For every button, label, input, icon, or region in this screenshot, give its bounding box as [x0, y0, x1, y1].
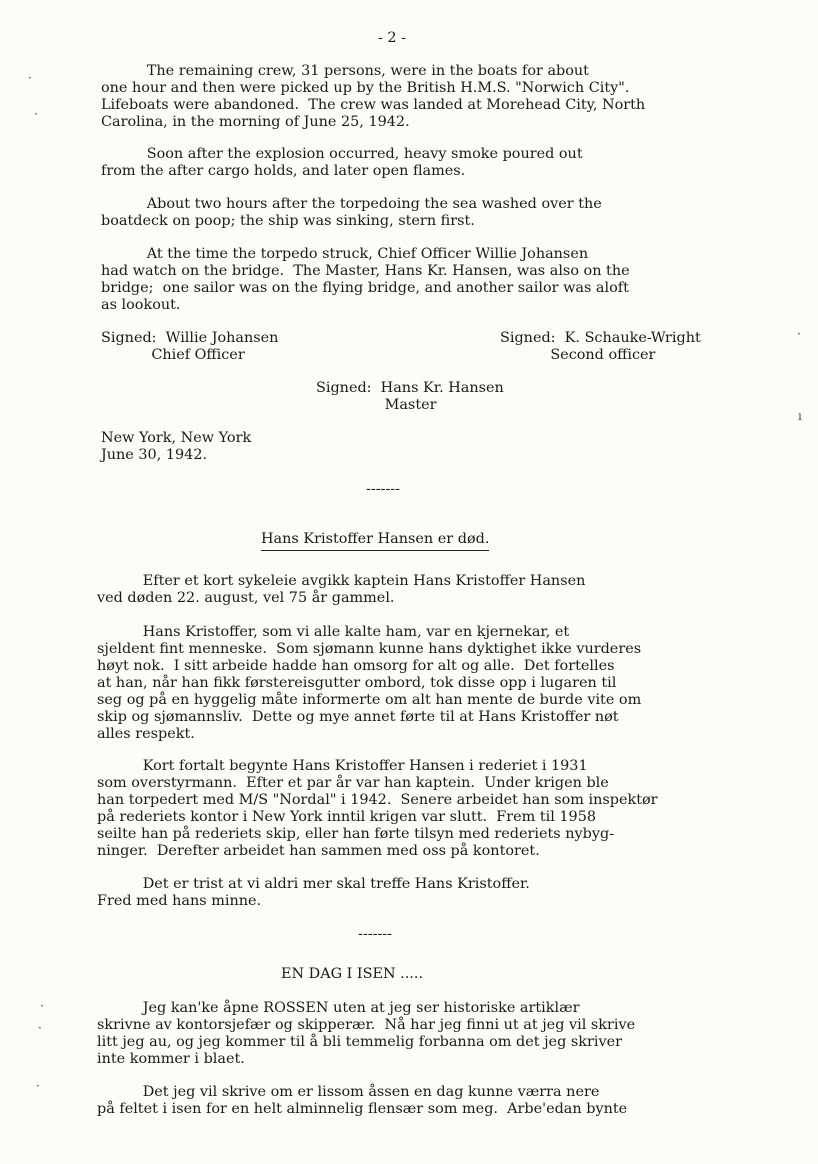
story-paragraph-1: Jeg kan'ke åpne ROSSEN uten at jeg ser historiske artiklær skrivne av kontorsjefær og skipperær. Nå har jeg finni ut at jeg vil skrive litt jeg au, og jeg kommer til å bli temmelig forbanna om det jeg skriver inte kommer i blaet.: [97, 1000, 636, 1067]
obituary-paragraph-1: Efter et kort sykeleie avgikk kaptein Hans Kristoffer Hansen ved døden 22. august, vel 75 år gammel.: [97, 573, 586, 606]
margin-speck: ·: [34, 107, 38, 121]
margin-speck: ·: [36, 1079, 40, 1093]
margin-speck: ·: [38, 1021, 42, 1035]
place-and-date: New York, New York June 30, 1942.: [101, 430, 252, 463]
margin-speck: ·: [28, 71, 32, 85]
story-paragraph-2: Det jeg vil skrive om er lissom åssen en dag kunne værra nere på feltet i isen for en helt alminnelig flensær som meg. Arbe'edan bynte: [97, 1084, 628, 1117]
report-paragraph-4: At the time the torpedo struck, Chief Officer Willie Johansen had watch on the bridge. The Master, Hans Kr. Hansen, was also on the bridge; one sailor was on the flying bridge, and another sailor was aloft as lookout.: [101, 246, 630, 313]
report-paragraph-3: About two hours after the torpedoing the sea washed over the boatdeck on poop; the ship was sinking, stern first.: [101, 196, 602, 229]
story-heading: EN DAG I ISEN .....: [281, 966, 424, 982]
section-separator: -------: [358, 926, 393, 942]
signature-master: Signed: Hans Kr. Hansen Master: [316, 380, 504, 413]
signature-chief-officer: Signed: Willie Johansen Chief Officer: [101, 330, 279, 363]
signature-second-officer: Signed: K. Schauke-Wright Second officer: [500, 330, 701, 363]
section-separator: -------: [366, 481, 401, 497]
obituary-paragraph-2: Hans Kristoffer, som vi alle kalte ham, var en kjernekar, et sjeldent fint menneske. Som sjømann kunne hans dyktighet ikke vurderes høyt nok. I sitt arbeide hadde han omsorg for alt og alle. Det fortelles at han, når han fikk førstereisgutter ombord, tok disse opp i lugaren til seg og på en hyggelig måte informerte om alt han mente de burde vite om skip og sjømannsliv. Dette og mye annet førte til at Hans Kristoffer nøt alles respekt.: [97, 624, 642, 742]
page-number: - 2 -: [378, 30, 407, 46]
margin-speck: ·: [40, 999, 44, 1013]
obituary-paragraph-3: Kort fortalt begynte Hans Kristoffer Hansen i rederiet i 1931 som overstyrmann. Efter et par år var han kaptein. Under krigen ble han torpedert med M/S "Nordal" i 1942. Senere arbeidet han som inspektør på rederiets kontor i New York inntil krigen var slutt. Frem til 1958 seilte han på rederiets skip, eller han førte tilsyn med rederiets nybyg- ninger. Derefter arbeidet han sammen med oss på kontoret.: [97, 758, 658, 859]
report-paragraph-2: Soon after the explosion occurred, heavy smoke poured out from the after cargo holds, and later open flames.: [101, 146, 583, 179]
margin-speck: ı: [798, 409, 802, 423]
margin-speck: ·: [797, 327, 801, 341]
obituary-paragraph-4: Det er trist at vi aldri mer skal treffe Hans Kristoffer. Fred med hans minne.: [97, 876, 530, 909]
obituary-heading: Hans Kristoffer Hansen er død.: [261, 531, 489, 551]
report-paragraph-1: The remaining crew, 31 persons, were in the boats for about one hour and then were picked up by the British H.M.S. "Norwich City". Lifeboats were abandoned. The crew was landed at Morehead City, North Carolina, in the morning of June 25, 1942.: [101, 63, 646, 130]
